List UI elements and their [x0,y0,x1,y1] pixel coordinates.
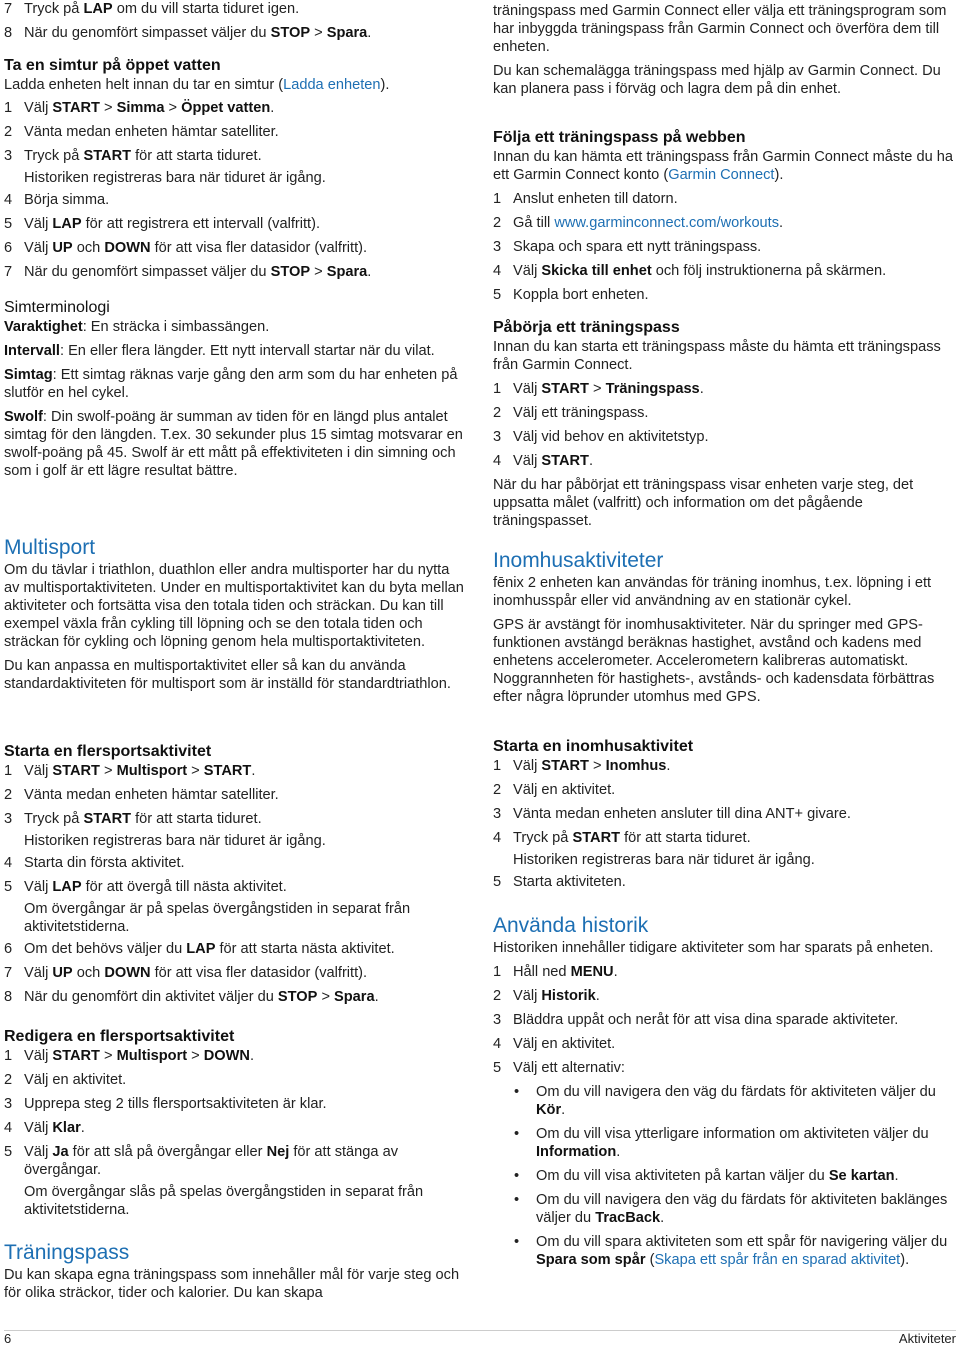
section-heading: Påbörja ett träningspass [493,319,680,336]
begin-workout-section [493,318,953,530]
step-item: 6 Om det behövs väljer du LAP för att starta nästa aktivitet. [4,941,395,957]
garmin-connect-link[interactable]: Garmin Connect [668,167,775,183]
step-item: 1 Välj START > Multisport > START. [4,763,256,779]
section-heading: Träningspass [4,1241,130,1264]
section-heading: Multisport [4,536,96,559]
intro-text: Ladda enheten helt innan du tar en simtur (Ladda enheten). [4,77,390,93]
step-item: 3 Skapa och spara ett nytt träningspass. [493,239,762,255]
step-item: 5 Välj ett alternativ: [493,1060,625,1076]
swim-steps-tail [4,0,466,42]
step-item: 1 Anslut enheten till datorn. [493,191,678,207]
paragraph: fēnix 2 enheten kan användas för träning inomhus, t.ex. löpning i ett inomhusspår eller vid användning av en stationär cykel. [493,575,932,609]
footer-section-title: Aktiviteter [898,1331,956,1346]
step-item: 1 Välj START > Multisport > DOWN. [4,1048,255,1064]
step-item: 2 Välj ett träningspass. [493,405,649,421]
bullet-item: • Om du vill visa aktiviteten på kartan väljer du Se kartan. [514,1168,899,1184]
step-item: 4 Starta din första aktivitet. [4,855,185,871]
step-item: 3 Välj vid behov en aktivitetstyp. [493,429,709,445]
term-item: Varaktighet: En sträcka i simbassängen. [4,319,270,335]
paragraph: träningspass med Garmin Connect eller välja ett träningsprogram som har inbyggda träningspass från Garmin Connect och överföra dem till enheten. [493,3,947,55]
step-note: Historiken registreras bara när tiduret är igång. [24,833,326,849]
swim-terminology-section [4,298,466,480]
indoor-activities-section [493,548,953,706]
step-item: 5 Starta aktiviteten. [493,874,626,890]
footer-divider [4,1330,956,1331]
start-multisport-section [4,742,466,1006]
step-note: Om övergångar slås på spelas övergångstiden in separat från aktivitetstiderna. [24,1184,424,1218]
section-heading: Simterminologi [4,299,110,316]
section-heading: Använda historik [493,914,649,937]
step-item: 1 Välj START > Inomhus. [493,758,671,774]
paragraph: Du kan anpassa en multisportaktivitet eller så kan du använda standardaktiviteten för multisport som är inställd för standardtriathlon. [4,658,451,692]
step-item: 1 Välj START > Träningspass. [493,381,704,397]
step-item: 4 Tryck på START för att starta tiduret. [493,830,751,846]
section-heading: Redigera en flersportsaktivitet [4,1028,235,1045]
intro-text: Historiken innehåller tidigare aktiviteter som har sparats på enheten. [493,940,934,956]
open-water-section [4,56,466,281]
step-item: 8 När du genomfört simpasset väljer du STOP > Spara. [4,25,372,41]
workouts-continued [493,2,953,98]
history-section [493,913,953,1269]
paragraph: När du har påbörjat ett träningspass visar enheten varje steg, det uppsatta målet (valfritt) och information om det pågående träningspasset. [493,477,914,529]
section-heading: Ta en simtur på öppet vatten [4,57,221,74]
section-heading: Starta en flersportsaktivitet [4,743,212,760]
term-item: Swolf: Din swolf-poäng är summan av tiden för en längd plus antalet simtag för den längden. T.ex. 30 sekunder plus 15 simtag motsvarar en swolf-poäng på 45. Swolf är ett mått på effektiviteten i din simning och som i golf är ett lägre resultat bättre. [4,409,463,479]
paragraph: Om du tävlar i triathlon, duathlon eller andra multisporter har du nytta av multisportaktiviteten. Under en multisportaktivitet kan du byta mellan aktiviteter och fortsätta visa den totala tiden och sträckan. Du kan till exempel växla från cykling till löpning och se den totala tiden och sträckan för cykling och löpning genom hela multisportaktiviteten. [4,562,464,650]
follow-web-workout-section [493,128,953,304]
paragraph: GPS är avstängt för inomhusaktiviteter. När du springer med GPS-funktionen avstängd beräknas hastighet, avstånd och kadens med enhetens accelerometer. Accelerometern kalibreras automatiskt. Noggrannheten för hastighets-, avstånds- och kadensdata förbättras efter några löprunder utomhus med GPS. [493,617,935,705]
step-item: 2 Vänta medan enheten hämtar satelliter. [4,124,279,140]
section-heading: Starta en inomhusaktivitet [493,738,694,755]
multisport-section [4,535,466,693]
step-item: 3 Vänta medan enheten ansluter till dina ANT+ givare. [493,806,851,822]
step-item: 7 Välj UP och DOWN för att visa fler datasidor (valfritt). [4,965,368,981]
step-item: 7 När du genomfört simpasset väljer du STOP > Spara. [4,264,372,280]
step-item: 5 Välj LAP för att registrera ett intervall (valfritt). [4,216,321,232]
workouts-section [4,1240,466,1302]
step-item: 2 Gå till www.garminconnect.com/workouts. [493,215,784,231]
paragraph: Du kan schemalägga träningspass med hjälp av Garmin Connect. Du kan planera pass i förväg och lagra dem på din enhet. [493,63,941,97]
section-heading: Inomhusaktiviteter [493,549,664,572]
start-indoor-section [493,737,953,891]
step-item: 6 Välj UP och DOWN för att visa fler datasidor (valfritt). [4,240,368,256]
step-item: 4 Välj START. [493,453,594,469]
step-item: 2 Välj Historik. [493,988,600,1004]
step-item: 3 Tryck på START för att starta tiduret. [4,811,262,827]
step-item: 2 Vänta medan enheten hämtar satelliter. [4,787,279,803]
step-item: 3 Upprepa steg 2 tills flersportsaktiviteten är klar. [4,1096,327,1112]
step-item: 2 Välj en aktivitet. [493,782,616,798]
step-item: 5 Koppla bort enheten. [493,287,649,303]
bullet-item: • Om du vill navigera den väg du färdats för aktiviteten väljer du Kör. [514,1084,936,1118]
step-item: 5 Välj Ja för att slå på övergångar eller Nej för att stänga av övergångar. [4,1144,398,1178]
intro-text: Innan du kan hämta ett träningspass från Garmin Connect måste du ha ett Garmin Connect konto (Garmin Connect). [493,149,953,183]
create-track-link[interactable]: Skapa ett spår från en sparad aktivitet [654,1252,901,1268]
step-note: Om övergångar är på spelas övergångstiden in separat från aktivitetstiderna. [24,901,411,935]
bullet-item: • Om du vill navigera den väg du färdats för aktiviteten baklänges väljer du TracBack. [514,1192,948,1226]
step-item: 4 Börja simma. [4,192,110,208]
step-item: 3 Tryck på START för att starta tiduret. [4,148,262,164]
bullet-item: • Om du vill spara aktiviteten som ett spår för navigering väljer du Spara som spår (Skapa ett spår från en sparad aktivitet). [514,1234,948,1268]
step-note: Historiken registreras bara när tiduret är igång. [513,852,815,868]
page-number: 6 [4,1331,12,1346]
step-item: 2 Välj en aktivitet. [4,1072,127,1088]
paragraph: Du kan skapa egna träningspass som innehåller mål för varje steg och för olika sträckor, tider och kalorier. Du kan skapa [4,1267,460,1301]
section-heading: Följa ett träningspass på webben [493,129,746,146]
term-item: Simtag: Ett simtag räknas varje gång den arm som du har enheten på slutför en hel cykel. [4,367,458,401]
step-item: 4 Välj en aktivitet. [493,1036,616,1052]
step-item: 7 Tryck på LAP om du vill starta tiduret igen. [4,1,300,17]
step-item: 4 Välj Klar. [4,1120,85,1136]
step-item: 1 Håll ned MENU. [493,964,618,980]
term-item: Intervall: En eller flera längder. Ett nytt intervall startar när du vilat. [4,343,435,359]
bullet-item: • Om du vill visa ytterligare information om aktiviteten väljer du Information. [514,1126,929,1160]
step-item: 8 När du genomfört din aktivitet väljer du STOP > Spara. [4,989,379,1005]
garmin-workouts-link[interactable]: www.garminconnect.com/workouts [554,215,780,231]
step-note: Historiken registreras bara när tiduret är igång. [24,170,326,186]
charge-device-link[interactable]: Ladda enheten [283,77,381,93]
edit-multisport-section [4,1027,466,1219]
step-item: 4 Välj Skicka till enhet och följ instruktionerna på skärmen. [493,263,887,279]
step-item: 5 Välj LAP för att övergå till nästa aktivitet. [4,879,287,895]
intro-text: Innan du kan starta ett träningspass måste du hämta ett träningspass från Garmin Connect. [493,339,941,373]
step-item: 3 Bläddra uppåt och neråt för att visa dina sparade aktiviteter. [493,1012,899,1028]
step-item: 1 Välj START > Simma > Öppet vatten. [4,100,275,116]
